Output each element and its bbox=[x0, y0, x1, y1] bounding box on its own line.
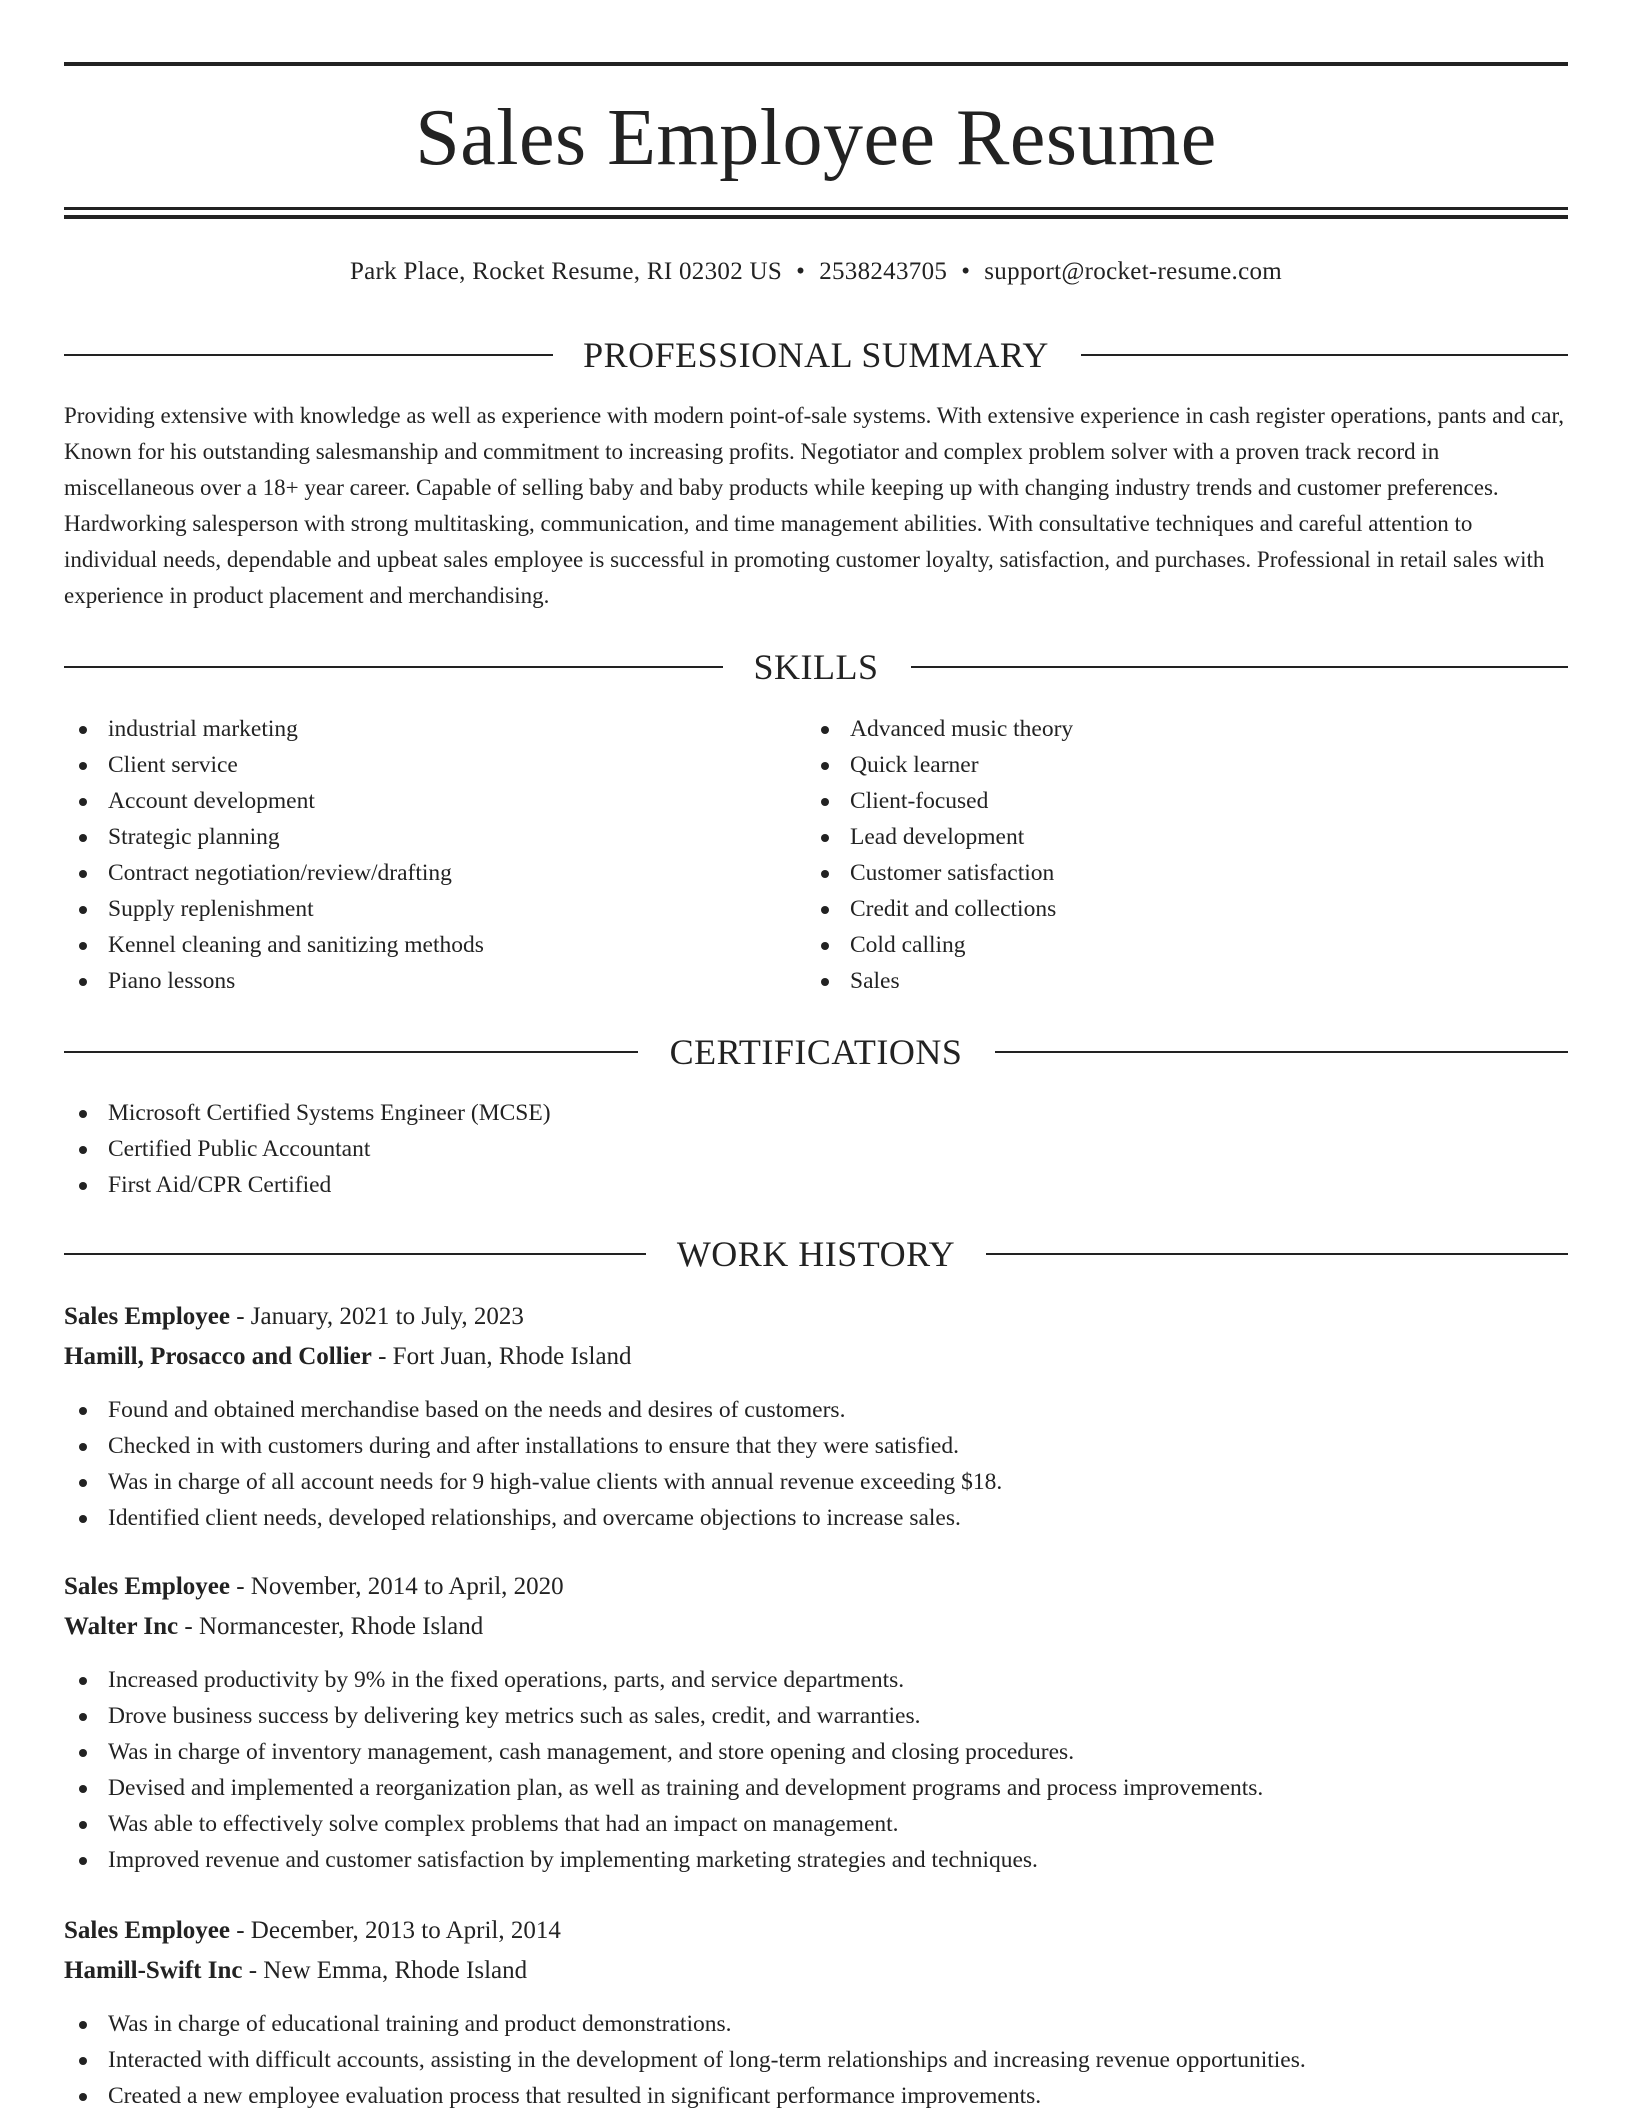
skill-item: Credit and collections bbox=[806, 891, 1073, 927]
certification-item: Certified Public Accountant bbox=[64, 1131, 551, 1167]
job-title-line bbox=[64, 1911, 561, 1951]
job-bullet: Was able to effectively solve complex problems that had an impact on management. bbox=[64, 1806, 1263, 1842]
job-bullet: Interacted with difficult accounts, assisting in the development of long-term relationships and increasing revenue opportunities. bbox=[64, 2042, 1306, 2078]
job-bullet: Increased productivity by 9% in the fixed operations, parts, and service departments. bbox=[64, 1662, 1263, 1698]
skill-item: Sales bbox=[806, 963, 1073, 999]
contact-phone: 2538243705 bbox=[819, 258, 948, 285]
contact-email: support@rocket-resume.com bbox=[984, 258, 1283, 285]
job-company-line bbox=[64, 1337, 632, 1377]
job-dates: - November, 2014 to April, 2020 bbox=[229, 1573, 564, 1600]
job-company: Walter Inc bbox=[64, 1613, 179, 1640]
skill-item: Lead development bbox=[806, 819, 1073, 855]
section-title-skills: SKILLS bbox=[753, 647, 879, 687]
job-title-line bbox=[64, 1297, 524, 1337]
title-rule-lower bbox=[64, 215, 1568, 219]
job-location: - Fort Juan, Rhode Island bbox=[371, 1343, 632, 1370]
section-header-skills bbox=[64, 643, 1568, 691]
skill-item: Kennel cleaning and sanitizing methods bbox=[64, 927, 484, 963]
certifications-list bbox=[64, 1095, 551, 1203]
skill-item: Piano lessons bbox=[64, 963, 484, 999]
section-title-summary: PROFESSIONAL SUMMARY bbox=[583, 335, 1049, 375]
job-company: Hamill, Prosacco and Collier bbox=[64, 1343, 372, 1370]
page-title: Sales Employee Resume bbox=[415, 94, 1217, 182]
job-bullet: Checked in with customers during and after installations to ensure that they were satisfied. bbox=[64, 1428, 1002, 1464]
job-bullet: Drove business success by delivering key metrics such as sales, credit, and warranties. bbox=[64, 1698, 1263, 1734]
job-title: Sales Employee bbox=[64, 1917, 230, 1944]
skill-item: Customer satisfaction bbox=[806, 855, 1073, 891]
top-rule bbox=[64, 62, 1568, 66]
contact-separator: • bbox=[796, 258, 806, 285]
summary-paragraph: Providing extensive with knowledge as well as experience with modern point-of-sale systems. With extensive experience in cash register operations, pants and car, Known for his outstanding salesmanship and commitment to increasing profits. Negotiator and complex problem solver with a proven track record in miscellaneous over a 18+ year career. Capable of selling baby and baby products while keeping up with changing industry trends and customer preferences. Hardworking salesperson with strong multitasking, communication, and time management abilities. With consultative techniques and careful attention to individual needs, dependable and upbeat sales employee is successful in promoting customer loyalty, satisfaction, and purchases. Professional in retail sales with experience in product placement and merchandising. bbox=[64, 403, 1564, 608]
job-dates: - January, 2021 to July, 2023 bbox=[229, 1303, 524, 1330]
skill-item: Account development bbox=[64, 783, 484, 819]
section-header-certifications bbox=[64, 1028, 1568, 1076]
job-bullet: Improved revenue and customer satisfaction by implementing marketing strategies and techniques. bbox=[64, 1842, 1263, 1878]
section-title-certifications: CERTIFICATIONS bbox=[669, 1032, 963, 1072]
contact-line bbox=[64, 252, 1568, 292]
contact-address: Park Place, Rocket Resume, RI 02302 US bbox=[349, 258, 783, 285]
job-bullet: Was in charge of educational training and product demonstrations. bbox=[64, 2006, 1306, 2042]
section-header-summary bbox=[64, 331, 1568, 379]
job-bullet: Was in charge of all account needs for 9 high-value clients with annual revenue exceeding $18. bbox=[64, 1464, 1002, 1500]
skill-item: industrial marketing bbox=[64, 711, 484, 747]
job-company-line bbox=[64, 1607, 483, 1647]
job-location: - Normancester, Rhode Island bbox=[178, 1613, 484, 1640]
job-bullet: Found and obtained merchandise based on the needs and desires of customers. bbox=[64, 1392, 1002, 1428]
skill-item: Quick learner bbox=[806, 747, 1073, 783]
job-title-line bbox=[64, 1567, 564, 1607]
certification-item: First Aid/CPR Certified bbox=[64, 1167, 551, 1203]
section-header-work-history bbox=[64, 1230, 1568, 1278]
skill-item: Client-focused bbox=[806, 783, 1073, 819]
job-bullets bbox=[64, 2006, 1306, 2114]
job-company-line bbox=[64, 1951, 527, 1991]
contact-separator: • bbox=[961, 258, 971, 285]
skill-item: Advanced music theory bbox=[806, 711, 1073, 747]
job-title: Sales Employee bbox=[64, 1573, 230, 1600]
job-bullets bbox=[64, 1662, 1263, 1878]
job-bullet: Devised and implemented a reorganization plan, as well as training and development programs and process improvements. bbox=[64, 1770, 1263, 1806]
job-location: - New Emma, Rhode Island bbox=[242, 1957, 528, 1984]
job-title: Sales Employee bbox=[64, 1303, 230, 1330]
job-bullet: Created a new employee evaluation process that resulted in significant performance improvements. bbox=[64, 2078, 1306, 2114]
skill-item: Strategic planning bbox=[64, 819, 484, 855]
job-dates: - December, 2013 to April, 2014 bbox=[229, 1917, 561, 1944]
job-bullet: Was in charge of inventory management, cash management, and store opening and closing procedures. bbox=[64, 1734, 1263, 1770]
title-rule-upper bbox=[64, 207, 1568, 210]
job-bullets bbox=[64, 1392, 1002, 1536]
skill-item: Client service bbox=[64, 747, 484, 783]
job-bullet: Identified client needs, developed relationships, and overcame objections to increase sales. bbox=[64, 1500, 1002, 1536]
skills-list-right bbox=[806, 711, 1073, 999]
skills-list-left bbox=[64, 711, 484, 999]
skill-item: Contract negotiation/review/drafting bbox=[64, 855, 484, 891]
job-company: Hamill-Swift Inc bbox=[64, 1957, 243, 1984]
certification-item: Microsoft Certified Systems Engineer (MCSE) bbox=[64, 1095, 551, 1131]
skill-item: Cold calling bbox=[806, 927, 1073, 963]
skill-item: Supply replenishment bbox=[64, 891, 484, 927]
section-title-work-history: WORK HISTORY bbox=[676, 1234, 956, 1274]
